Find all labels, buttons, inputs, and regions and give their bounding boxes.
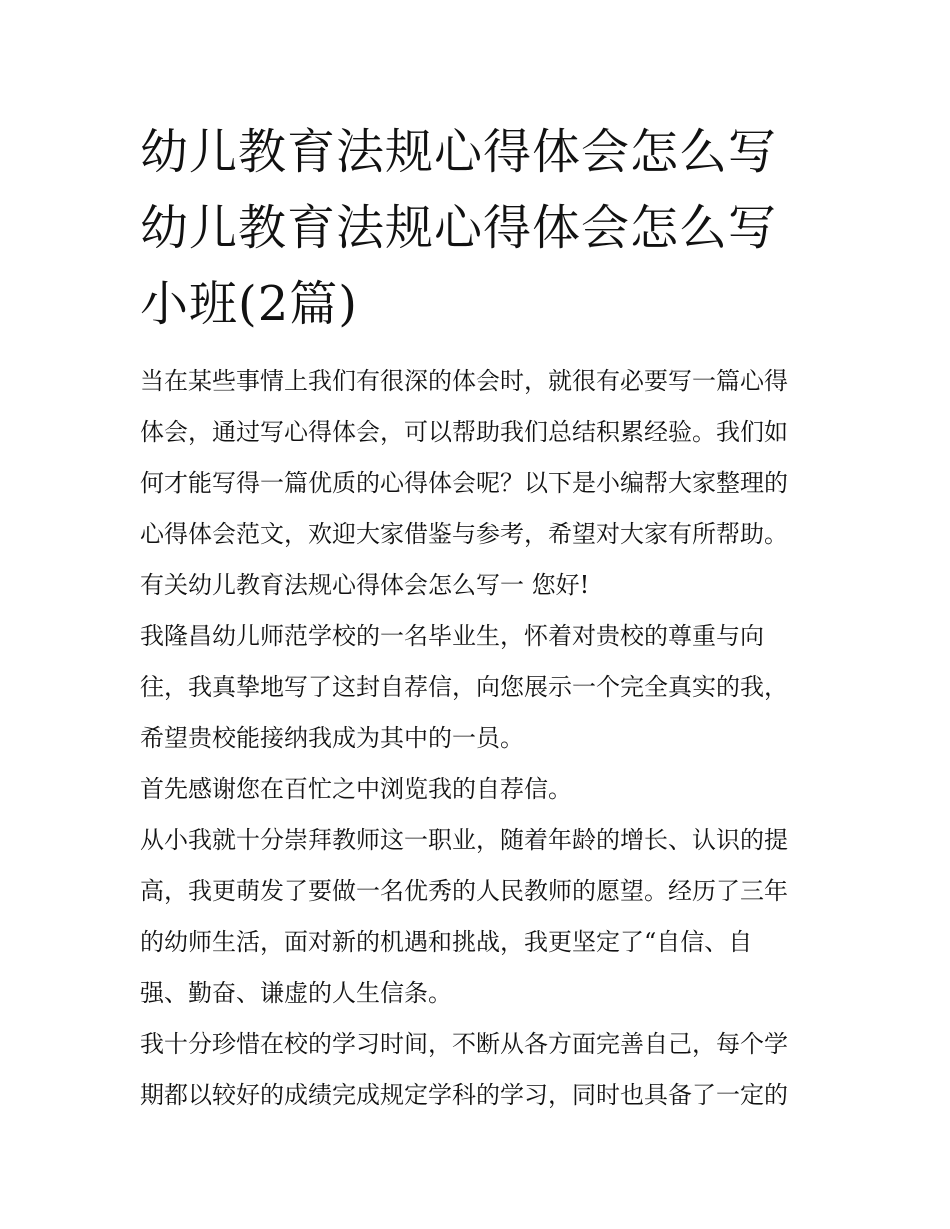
- text-line: 高，我更萌发了要做一名优秀的人民教师的愿望。经历了三年: [140, 877, 788, 905]
- text-line: 当在某些事情上我们有很深的体会时，就很有必要写一篇心得: [140, 367, 788, 395]
- text-line: 我十分珍惜在校的学习时间，不断从各方面完善自己，每个学: [140, 1030, 788, 1058]
- text-line: 的幼师生活，面对新的机遇和挑战，我更坚定了“自信、自: [140, 928, 753, 956]
- section-heading-paragraph: [140, 560, 820, 611]
- text-line: 心得体会范文，欢迎大家借鉴与参考，希望对大家有所帮助。: [140, 520, 788, 548]
- text-line: 首先感谢您在百忙之中浏览我的自荐信。: [140, 775, 572, 803]
- text-line: 往，我真挚地写了这封自荐信，向您展示一个完全真实的我，: [140, 673, 788, 701]
- title-line: 幼儿教育法规心得体会怎么写: [140, 124, 778, 180]
- text-line: 期都以较好的成绩完成规定学科的学习，同时也具备了一定的: [140, 1081, 788, 1109]
- text-line: 体会，通过写心得体会，可以帮助我们总结积累经验。我们如: [140, 418, 788, 446]
- intro-paragraph: [140, 356, 820, 560]
- body-paragraph: [140, 764, 820, 815]
- text-line: 强、勤奋、谦虚的人生信条。: [140, 979, 452, 1007]
- text-line: 从小我就十分崇拜教师这一职业，随着年龄的增长、认识的提: [140, 826, 788, 854]
- document-title: [140, 114, 830, 342]
- body-paragraph: [140, 815, 820, 1019]
- body-paragraph: [140, 611, 820, 764]
- title-line: 小班(2篇): [140, 276, 358, 332]
- title-line: 幼儿教育法规心得体会怎么写: [140, 200, 778, 256]
- body-paragraph: [140, 1019, 820, 1121]
- text-line: 希望贵校能接纳我成为其中的一员。: [140, 724, 524, 752]
- text-line: 我隆昌幼儿师范学校的一名毕业生，怀着对贵校的尊重与向: [140, 622, 764, 650]
- text-line: 有关幼儿教育法规心得体会怎么写一 您好!: [140, 571, 590, 599]
- document-body: [140, 356, 820, 1121]
- text-line: 何才能写得一篇优质的心得体会呢？以下是小编帮大家整理的: [140, 469, 788, 497]
